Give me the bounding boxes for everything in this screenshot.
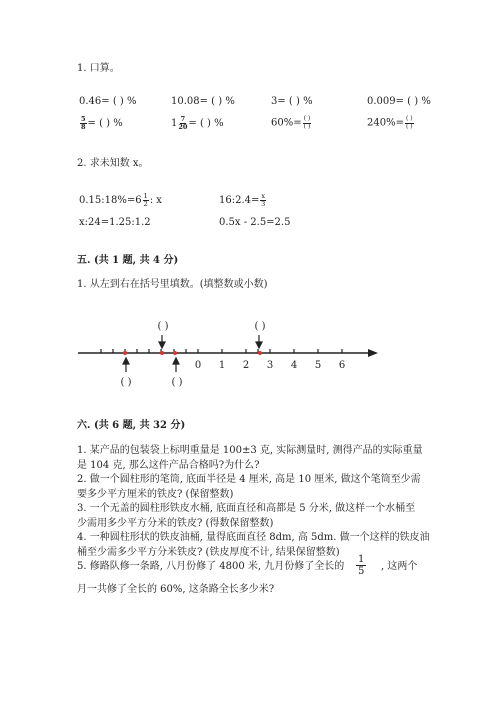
problem-line: 3. 一个无盖的圆柱形铁皮水桶, 底面直径和高都是 5 分米, 做这样一个水桶至 — [77, 503, 416, 514]
word-problem-5-line2: 月一共修了全长的 60%, 这条路全长多少米? — [77, 584, 275, 595]
word-problem-5-line1-end: , 这两个 — [381, 561, 418, 572]
number-line-label: 0 — [194, 360, 202, 371]
equation: 0.15:18%=6 $\frac{1}{2}$ : x — [79, 192, 162, 208]
answer-bracket: ( ) — [120, 377, 132, 388]
problem-line: 4. 一种圆柱形状的铁皮油桶, 量得底面直径 8dm, 高 5dm. 做一个这样的铁皮油 — [77, 532, 430, 543]
solve-heading: 2. 求未知数 x。 — [77, 158, 149, 169]
mental-math-item: 0.46= ( ) % — [79, 96, 137, 107]
section5-question: 1. 从左到右在括号里填数。(填整数或小数) — [77, 279, 268, 290]
mental-math-item: 60%= $\frac{( )}{( )}$ — [271, 115, 311, 130]
number-line-label: 1 — [218, 360, 226, 371]
answer-bracket: ( ) — [171, 377, 183, 388]
equation: 16:2.4= $\frac{x}{3}$ — [219, 192, 266, 208]
point-marker — [160, 351, 164, 355]
mental-math-item: 3= ( ) % — [271, 96, 313, 107]
down-arrow-icon — [256, 342, 262, 348]
mental-math-heading: 1. 口算。 — [77, 63, 120, 74]
word-problem-5-line1: 5. 修路队修一条路, 八月份修了 4800 米, 九月份修了全长的 — [77, 561, 345, 572]
number-line — [0, 310, 500, 390]
section6-title: 六. (共 6 题, 共 32 分) — [77, 420, 186, 431]
number-line-label: 6 — [338, 360, 346, 371]
equation: x:24=1.25:1.2 — [79, 217, 151, 228]
word-problem — [77, 444, 430, 560]
fraction-one-fifth: $\frac{1}{5}$ — [358, 554, 365, 577]
point-marker — [173, 351, 177, 355]
problem-line: 少需用多少平方分米的铁皮? (得数保留整数) — [77, 517, 274, 529]
problem-line: 桶至少需多少平方分米铁皮? (铁皮厚度不计, 结果保留整数) — [77, 546, 340, 558]
mental-math-item: 10.08= ( ) % — [171, 96, 235, 107]
answer-bracket: ( ) — [254, 321, 266, 332]
answer-bracket: ( ) — [157, 321, 169, 332]
up-arrow-icon — [123, 358, 129, 364]
point-marker — [123, 351, 127, 355]
problem-line: 要多少平方厘米的铁皮? (保留整数) — [77, 488, 234, 500]
mental-math-item: 240%= $\frac{( )}{( )}$ — [367, 115, 413, 130]
mental-math-item: 0.009= ( ) % — [367, 96, 431, 107]
number-line-label: 2 — [242, 360, 250, 371]
point-marker — [258, 351, 262, 355]
down-arrow-icon — [159, 342, 165, 348]
number-line-arrowhead — [368, 349, 378, 357]
number-line-label: 4 — [290, 360, 298, 371]
problem-line: 2. 做一个圆柱形的笔筒, 底面半径是 4 厘米, 高是 10 厘米, 做这个笔筒至少需 — [77, 474, 421, 485]
number-line-label: 3 — [266, 360, 274, 371]
mental-math-item: $\frac{5}{8}$ = ( ) % — [81, 115, 123, 131]
up-arrow-icon — [173, 358, 179, 364]
section5-title: 五. (共 1 题, 共 4 分) — [77, 255, 179, 266]
problem-line: 是 104 克, 那么这件产品合格吗?为什么? — [77, 459, 260, 471]
equation: 0.5x - 2.5=2.5 — [219, 217, 291, 228]
number-line-label: 5 — [314, 360, 322, 371]
mental-math-item: 1 $\frac{7}{20}$ = ( ) % — [171, 115, 224, 131]
problem-line: 1. 某产品的包装袋上标明重量是 100±3 克, 实际测量时, 测得产品的实际重量 — [77, 445, 423, 456]
